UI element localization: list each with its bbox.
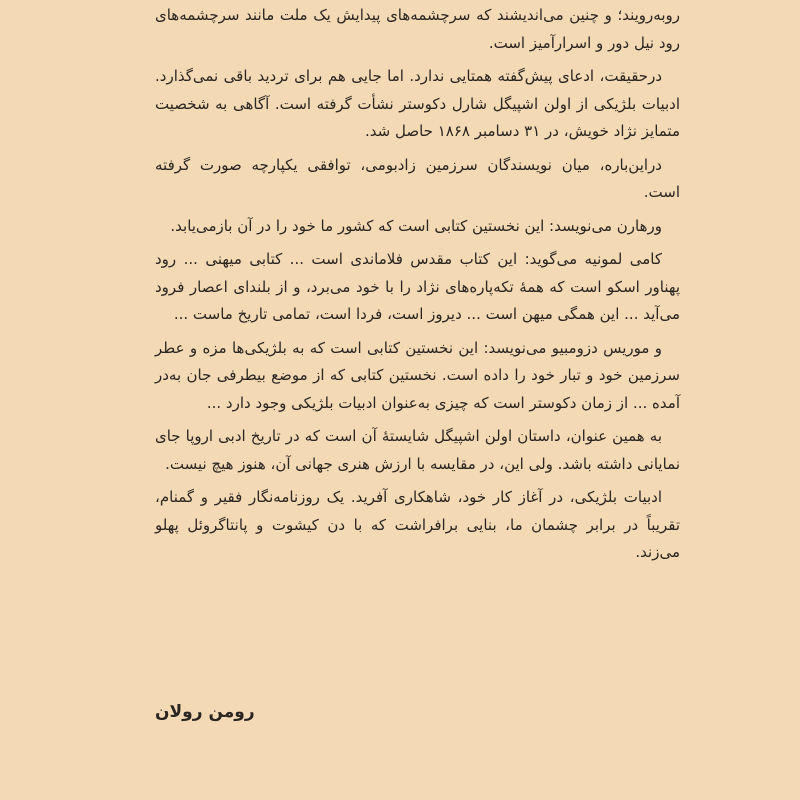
paragraph-4: ورهارن می‌نویسد: این نخستین کتابی است که کشور ما خود را در آن بازمی‌یابد. — [170, 216, 662, 235]
paragraph-7: به همین عنوان، داستان اولن اشپیگل شایستهٔ آن است که در تاریخ ادبی اروپا جای نمایانی داشته باشد. ولی این، در مقایسه با ارزش هنری جهانی آن، هنوز هیچ نیست. — [155, 427, 680, 473]
paragraph-8: ادبیات بلژیکی، در آغاز کار خود، شاهکاری آفرید. یک روزنامه‌نگار فقیر و گمنام، تقریباً در برابر چشمان ما، بنایی برافراشت که با دن کیشوت و پانتاگروئل پهلو می‌زند. — [155, 488, 680, 561]
author-signature: رومن رولان — [155, 702, 255, 722]
paragraph-2: درحقیقت، ادعای پیش‌گفته همتایی ندارد. اما جایی هم برای تردید باقی نمی‌گذارد. ادبیات بلژیکی از اولن اشپیگل شارل دکوستر نشأت گرفته است. آگاهی به شخصیت متمایز نژاد خویش، در ۳۱ دسامبر ۱۸۶۸ حاصل شد. — [155, 67, 680, 140]
paragraph-5: کامی لمونیه می‌گوید: این کتاب مقدس فلاماندی است ... کتابی میهنی ... رود پهناور اسکو است که همهٔ تکه‌پاره‌های نژاد را با خود می‌برد، و از بلندای اعصار فرود می‌آید ... این همگی میهن است ... دیروز است، فردا است، تمامی تاریخ ماست ... — [155, 250, 680, 323]
paragraph-1: روبه‌رویند؛ و چنین می‌اندیشند که سرچشمه‌های پیدایش یک ملت مانند سرچشمه‌های رود نیل دور و اسرارآمیز است. — [155, 6, 680, 52]
paragraph-3: دراین‌باره، میان نویسندگان سرزمین زادبومی، توافقی یکپارچه صورت گرفته است. — [155, 155, 680, 201]
body-text — [155, 2, 680, 573]
paragraph-6: و موریس دزومبیو می‌نویسد: این نخستین کتابی است که به بلژیکی‌ها مزه و عطر سرزمین خود و تبار خود را داده است. نخستین کتابی که از موضع بیطرفی جان به‌در آمده ... از زمان دکوستر است که چیزی به‌عنوان ادبیات بلژیکی وجود دارد ... — [155, 338, 680, 412]
